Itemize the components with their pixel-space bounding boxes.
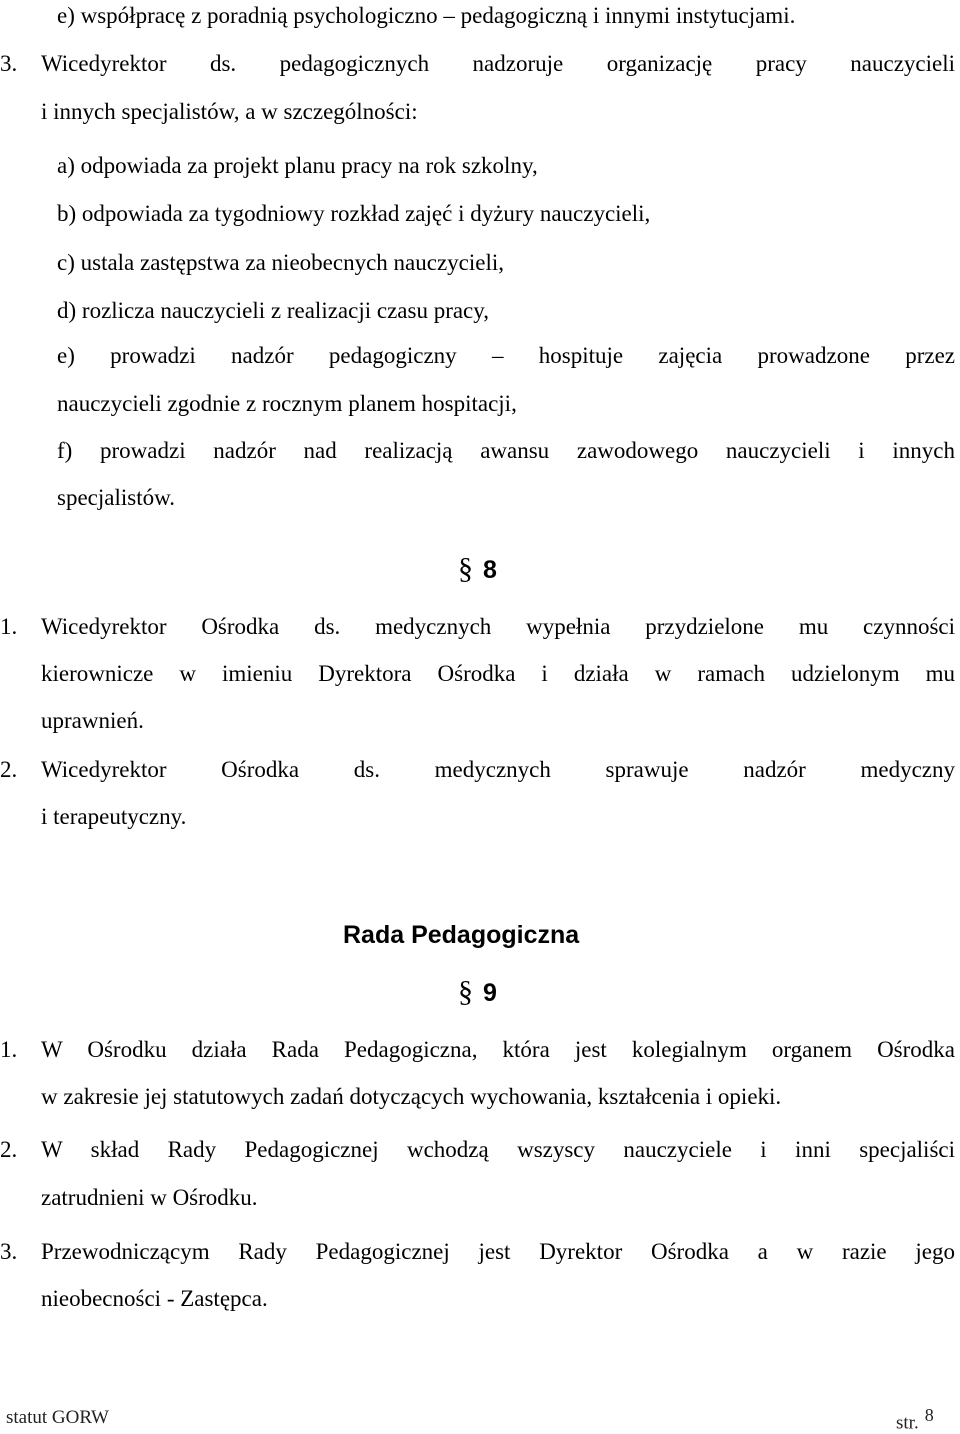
section-9-mark <box>458 977 497 1008</box>
paragraph-line: zatrudnieni w Ośrodku. <box>41 1185 258 1210</box>
section-8-mark <box>458 554 497 585</box>
paragraph-line: Przewodniczącym Rady Pedagogicznej jest Dyrektor Ośrodka a w razie jego <box>41 1239 955 1264</box>
item-e-cooperation: e) współpracę z poradnią psychologiczno – pedagogiczną i innymi instytucjami. <box>57 3 796 28</box>
footer-document-name: statut GORW <box>6 1407 109 1428</box>
list-item: f) prowadzi nadzór nad realizacją awansu zawodowego nauczycieli i innych <box>57 438 955 463</box>
list-item: c) ustala zastępstwa za nieobecnych nauczycieli, <box>57 250 504 275</box>
paragraph-line: Wicedyrektor Ośrodka ds. medycznych wypełnia przydzielone mu czynności <box>41 614 955 639</box>
paragraph-line: Wicedyrektor Ośrodka ds. medycznych sprawuje nadzór medyczny <box>41 757 955 782</box>
point-number: 1. <box>0 1037 18 1062</box>
footer-page-number: 8 <box>924 1405 934 1425</box>
section-sign: § <box>458 552 473 585</box>
section-sign: § <box>458 975 473 1008</box>
list-item: e) prowadzi nadzór pedagogiczny – hospituje zajęcia prowadzone przez <box>57 343 955 368</box>
list-item: d) rozlicza nauczycieli z realizacji czasu pracy, <box>57 298 490 323</box>
list-item-continuation: nauczycieli zgodnie z rocznym planem hospitacji, <box>57 391 517 416</box>
point-number: 2. <box>0 1137 18 1162</box>
point-number: 3. <box>0 51 18 76</box>
footer-page-label: str. <box>896 1412 919 1434</box>
paragraph-line: nieobecności - Zastępca. <box>41 1286 268 1311</box>
paragraph-line: w zakresie jej statutowych zadań dotyczących wychowania, kształcenia i opieki. <box>41 1084 782 1109</box>
section-number: 9 <box>483 979 497 1007</box>
paragraph-line: i terapeutyczny. <box>41 804 187 829</box>
point-number: 2. <box>0 757 18 782</box>
paragraph-line: i innych specjalistów, a w szczególności: <box>41 99 418 124</box>
list-item-continuation: specjalistów. <box>57 485 175 510</box>
paragraph-line: uprawnień. <box>41 708 144 733</box>
paragraph-line: W skład Rady Pedagogicznej wchodzą wszyscy nauczyciele i inni specjaliści <box>41 1137 955 1162</box>
point-number: 3. <box>0 1239 18 1264</box>
list-item: a) odpowiada za projekt planu pracy na rok szkolny, <box>57 153 538 178</box>
paragraph-line: kierownicze w imieniu Dyrektora Ośrodka i działa w ramach udzielonym mu <box>41 661 955 686</box>
paragraph-line: Wicedyrektor ds. pedagogicznych nadzoruje organizację pracy nauczycieli <box>41 51 955 76</box>
paragraph-line: W Ośrodku działa Rada Pedagogiczna, która jest kolegialnym organem Ośrodka <box>41 1037 955 1062</box>
section-heading: Rada Pedagogiczna <box>343 921 580 949</box>
section-number: 8 <box>483 556 497 584</box>
list-item: b) odpowiada za tygodniowy rozkład zajęć i dyżury nauczycieli, <box>57 201 651 226</box>
point-number: 1. <box>0 614 18 639</box>
